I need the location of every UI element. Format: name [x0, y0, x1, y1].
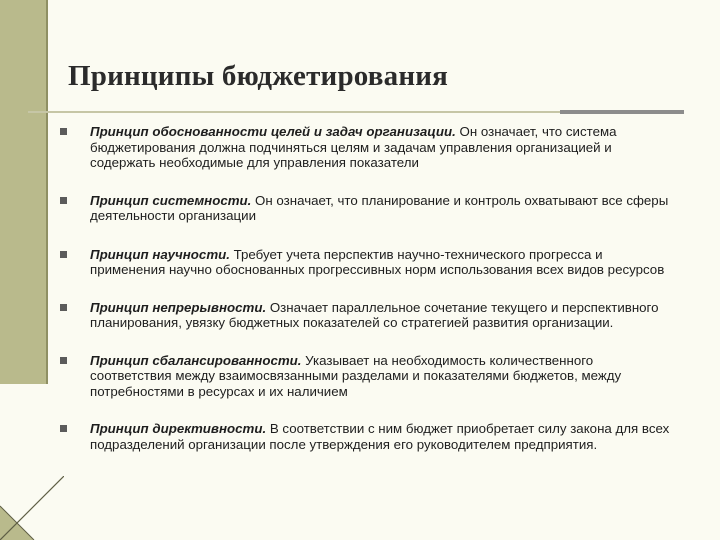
left-decor-band: [0, 0, 46, 384]
principle-description: В соответствии с ним бюджет приобретает силу закона для всех подразделений организации после утверждения его руководителем предприятия.: [90, 421, 670, 452]
square-bullet-icon: [60, 197, 67, 204]
list-item: [60, 421, 670, 452]
principle-term: Принцип директивности.: [90, 421, 267, 436]
list-item: [60, 247, 670, 278]
principle-term: Принцип системности.: [90, 192, 252, 208]
square-bullet-icon: [60, 425, 67, 432]
principle-description: Он означает, что планирование и контроль охватывают все сферы деятельности организации: [90, 192, 669, 223]
principle-description: Он означает, что система бюджетирования должна подчиняться целям и задачам управления организацией и содержать необходимые для управления показатели: [90, 124, 617, 170]
list-item: [60, 300, 670, 331]
slide-title: Принципы бюджетирования: [68, 60, 449, 92]
square-bullet-icon: [60, 357, 67, 364]
principle-description: Требует учета перспектив научно-технического прогресса и применения научно обоснованных прогрессивных норм использования всех видов ресурсов: [90, 246, 665, 277]
square-bullet-icon: [60, 251, 67, 258]
list-item: [60, 193, 670, 224]
principle-term: Принцип сбалансированности.: [90, 352, 302, 368]
list-item: [60, 124, 670, 171]
principles-list: [60, 124, 670, 452]
principle-description: Означает параллельное сочетание текущего и перспективного планирования, увязку бюджетных показателей со стратегией развития организации.: [90, 299, 659, 330]
list-item: [60, 353, 670, 400]
square-bullet-icon: [60, 304, 67, 311]
principle-description: Указывает на необходимость количественного соответствия между взаимосвязанными разделами и показателями бюджетов, между потребностями в ресурсах и их наличием: [90, 352, 622, 399]
square-bullet-icon: [60, 128, 67, 135]
left-decor-band-edge: [46, 0, 48, 384]
page-corner-fold-icon: [0, 476, 64, 540]
principle-term: Принцип обоснованности целей и задач организации.: [90, 124, 456, 139]
principle-term: Принцип непрерывности.: [90, 299, 267, 315]
title-divider-accent: [560, 110, 684, 114]
principle-term: Принцип научности.: [90, 246, 230, 262]
